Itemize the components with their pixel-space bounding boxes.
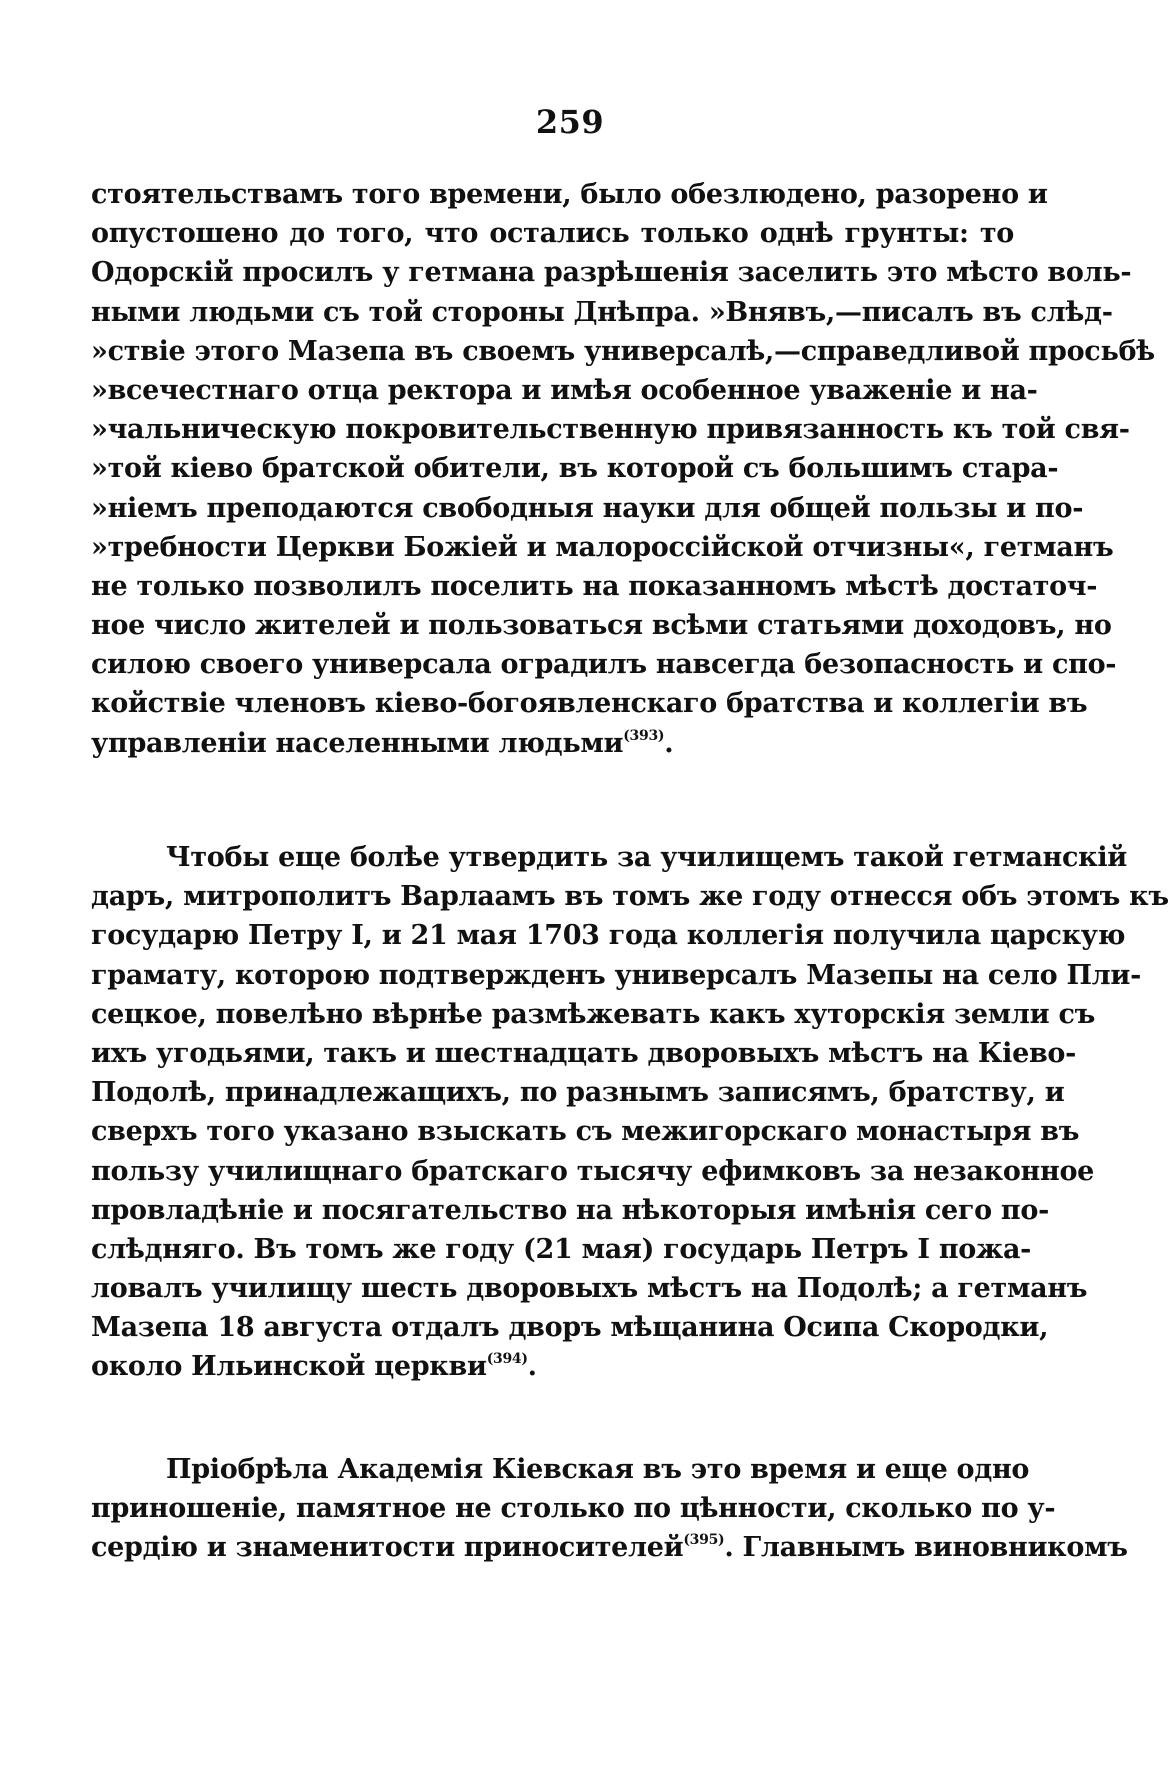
- text-line: »чальническую покровительственную привязанность къ той свя-: [91, 414, 1130, 446]
- paragraph-1: [91, 175, 1155, 763]
- paragraph-2: [91, 838, 1169, 1387]
- text-line: »всечестнаго отца ректора и имѣя особенное уваженіе и на-: [91, 374, 1038, 406]
- text-line: грамату, которою подтвержденъ универсалъ Мазепы на село Пли-: [91, 959, 1142, 991]
- text-line: Одорскій просилъ у гетмана разрѣшенія заселить это мѣсто воль-: [91, 257, 1132, 289]
- text-line: провладѣніе и посягательство на нѣкоторыя имѣнія сего по-: [91, 1194, 1049, 1226]
- text-line: сецкое, повелѣно вѣрнѣе размѣжевать какъ хуторскія земли съ: [91, 998, 1096, 1030]
- text-line: слѣдняго. Въ томъ же году (21 мая) государь Петръ I пожа-: [91, 1233, 1032, 1265]
- line-continuation: . Главнымъ виновникомъ: [724, 1532, 1128, 1564]
- text-line: государю Петру I, и 21 мая 1703 года коллегія получила царскую: [91, 920, 1126, 952]
- text-line-with-note: [91, 1528, 1128, 1567]
- text-line: стоятельствамъ того времени, было обезлюдено, разорено и: [91, 179, 1048, 210]
- text-line-first: Чтобы еще болѣе утвердить за училищемъ такой гетманскій: [166, 842, 1128, 873]
- text-line: не только позволилъ поселить на показанномъ мѣстѣ достаточ-: [91, 570, 1098, 602]
- text-line: пользу училищнаго братскаго тысячу ефимковъ за незаконное: [91, 1155, 1095, 1187]
- line-end: .: [527, 1351, 537, 1383]
- text-line: сверхъ того указано взыскать съ межигорскаго монастыря въ: [91, 1116, 1080, 1148]
- footnote-ref-394: (394): [486, 1351, 528, 1368]
- text-line: приношеніе, памятное не столько по цѣнности, сколько по у-: [91, 1493, 1056, 1525]
- text-line: ловалъ училищу шесть дворовыхъ мѣстъ на Подолѣ; а гетманъ: [91, 1273, 1088, 1305]
- text-line: ное число жителей и пользоваться всѣми статьями доходовъ, но: [91, 610, 1112, 642]
- line-text: управленіи населенными людьми: [91, 727, 624, 759]
- line-text: около Ильинской церкви: [91, 1351, 487, 1383]
- paragraph-3: [91, 1450, 1128, 1568]
- text-line: »ніемъ преподаются свободныя науки для общей пользы и по-: [91, 492, 1084, 524]
- text-line: Мазепа 18 августа отдалъ дворъ мѣщанина Осипа Скородки,: [91, 1312, 1049, 1344]
- text-line: Подолѣ, принадлежащихъ, по разнымъ записямъ, братству, и: [91, 1077, 1065, 1109]
- text-line: »ствіе этого Мазепа въ своемъ универсалѣ,—справедливой просьбѣ: [91, 335, 1155, 367]
- text-line: даръ, митрополитъ Варлаамъ въ томъ же году отнесся объ этомъ къ: [91, 881, 1169, 913]
- text-line: ихъ угодьями, такъ и шестнадцать дворовыхъ мѣстъ на Кіево-: [91, 1037, 1077, 1069]
- text-line: »той кіево братской обители, въ которой съ большимъ стара-: [91, 453, 1059, 485]
- text-line: силою своего универсала оградилъ навсегда безопасность и спо-: [91, 649, 1117, 681]
- page-number: 259: [535, 103, 605, 141]
- line-text: сердію и знаменитости приносителей: [91, 1532, 684, 1564]
- line-end: .: [664, 727, 674, 759]
- text-line: опустошено до того, что остались только однѣ грунты: то: [91, 218, 1014, 250]
- footnote-ref-395: (395): [683, 1532, 725, 1549]
- text-line: »требности Церкви Божіей и малороссійской отчизны«, гетманъ: [91, 531, 1114, 563]
- text-line-last: [91, 1347, 1014, 1386]
- text-line: койствіе членовъ кіево-богоявленскаго братства и коллегіи въ: [91, 688, 1088, 720]
- text-line: ными людьми съ той стороны Днѣпра. »Внявъ,—писалъ въ слѣд-: [91, 296, 1113, 328]
- footnote-ref-393: (393): [623, 727, 665, 744]
- text-line-last: [91, 724, 1014, 763]
- text-line-first: Пріобрѣла Академія Кіевская въ это время и еще одно: [166, 1454, 1030, 1485]
